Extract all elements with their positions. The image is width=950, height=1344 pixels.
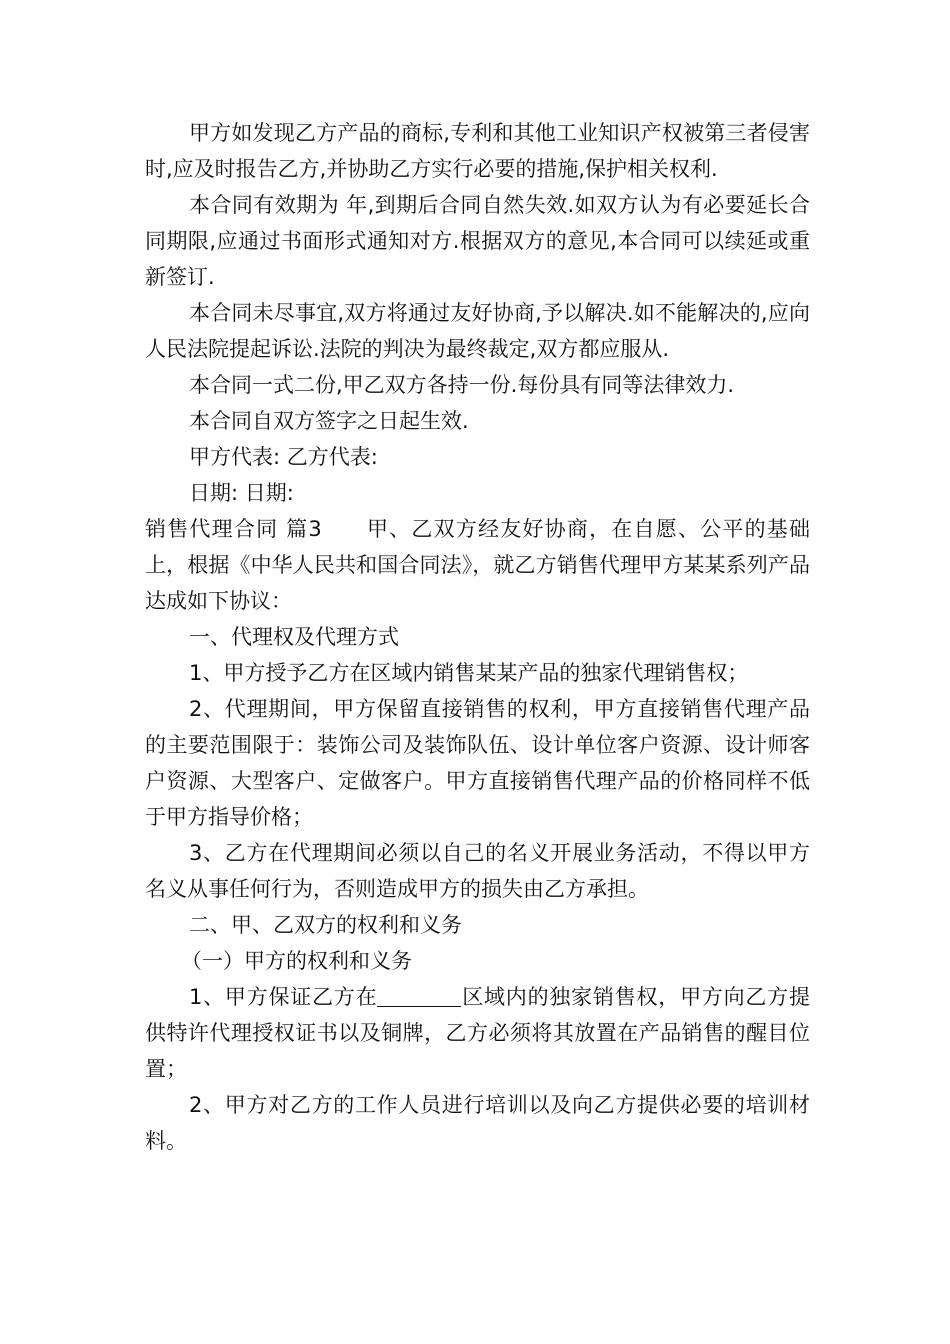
section3-intro: 甲、乙双方经友好协商，在自愿、公平的基础上，根据《中华人民共和国合同法》，就乙方销售代理甲方某某系列产品达成如下协议： xyxy=(145,517,811,613)
signature-representatives: 甲方代表: 乙方代表: xyxy=(189,445,378,469)
heading-party-a-rights: （一）甲方的权利和义务 xyxy=(181,949,412,973)
territory-blank-field[interactable] xyxy=(377,984,461,1007)
paragraph-ip-protection: 甲方如发现乙方产品的商标,专利和其他工业知识产权被第三者侵害时,应及时报告乙方,并协助乙方实行必要的措施,保护相关权利. xyxy=(145,121,810,181)
document-page xyxy=(145,115,810,1159)
heading-rights-obligations: 二、甲、乙双方的权利和义务 xyxy=(189,913,462,937)
clause-territory-guarantee xyxy=(145,979,810,1087)
paragraph-validity-period: 本合同有效期为 年,到期后合同自然失效.如双方认为有必要延长合同期限,应通过书面形式通知对方.根据双方的意见,本合同可以续延或重新签订. xyxy=(145,193,810,289)
clause-exclusive-right: 1、甲方授予乙方在区域内销售某某产品的独家代理销售权； xyxy=(189,661,749,685)
section3-heading: 销售代理合同 篇3 xyxy=(145,517,322,541)
clause-own-name: 3、乙方在代理期间必须以自己的名义开展业务活动，不得以甲方名义从事任何行为，否则造成甲方的损失由乙方承担。 xyxy=(145,841,810,901)
paragraph-dispute-resolution: 本合同未尽事宜,双方将通过友好协商,予以解决.如不能解决的,应向人民法院提起诉讼.法院的判决为最终裁定,双方都应服从. xyxy=(145,301,810,361)
signature-dates: 日期: 日期: xyxy=(189,481,294,505)
clause-direct-sales: 2、代理期间，甲方保留直接销售的权利，甲方直接销售代理产品的主要范围限于：装饰公司及装饰队伍、设计单位客户资源、设计师客户资源、大型客户、定做客户。甲方直接销售代理产品的价格同样不低于甲方指导价格； xyxy=(145,697,810,829)
section3-paragraph xyxy=(145,511,810,619)
paragraph-copies: 本合同一式二份,甲乙双方各持一份.每份具有同等法律效力. xyxy=(189,373,735,397)
paragraph-effective: 本合同自双方签字之日起生效. xyxy=(189,409,469,433)
clause-text-before-blank: 1、甲方保证乙方在 xyxy=(189,985,378,1009)
clause-training: 2、甲方对乙方的工作人员进行培训以及向乙方提供必要的培训材料。 xyxy=(145,1093,810,1153)
clause-text-after-blank: 区域内的独家销售权，甲方向乙方提供特许代理授权证书以及铜牌，乙方必须将其放置在产品销售的醒目位置； xyxy=(145,985,810,1081)
heading-agency-rights: 一、代理权及代理方式 xyxy=(189,625,399,649)
